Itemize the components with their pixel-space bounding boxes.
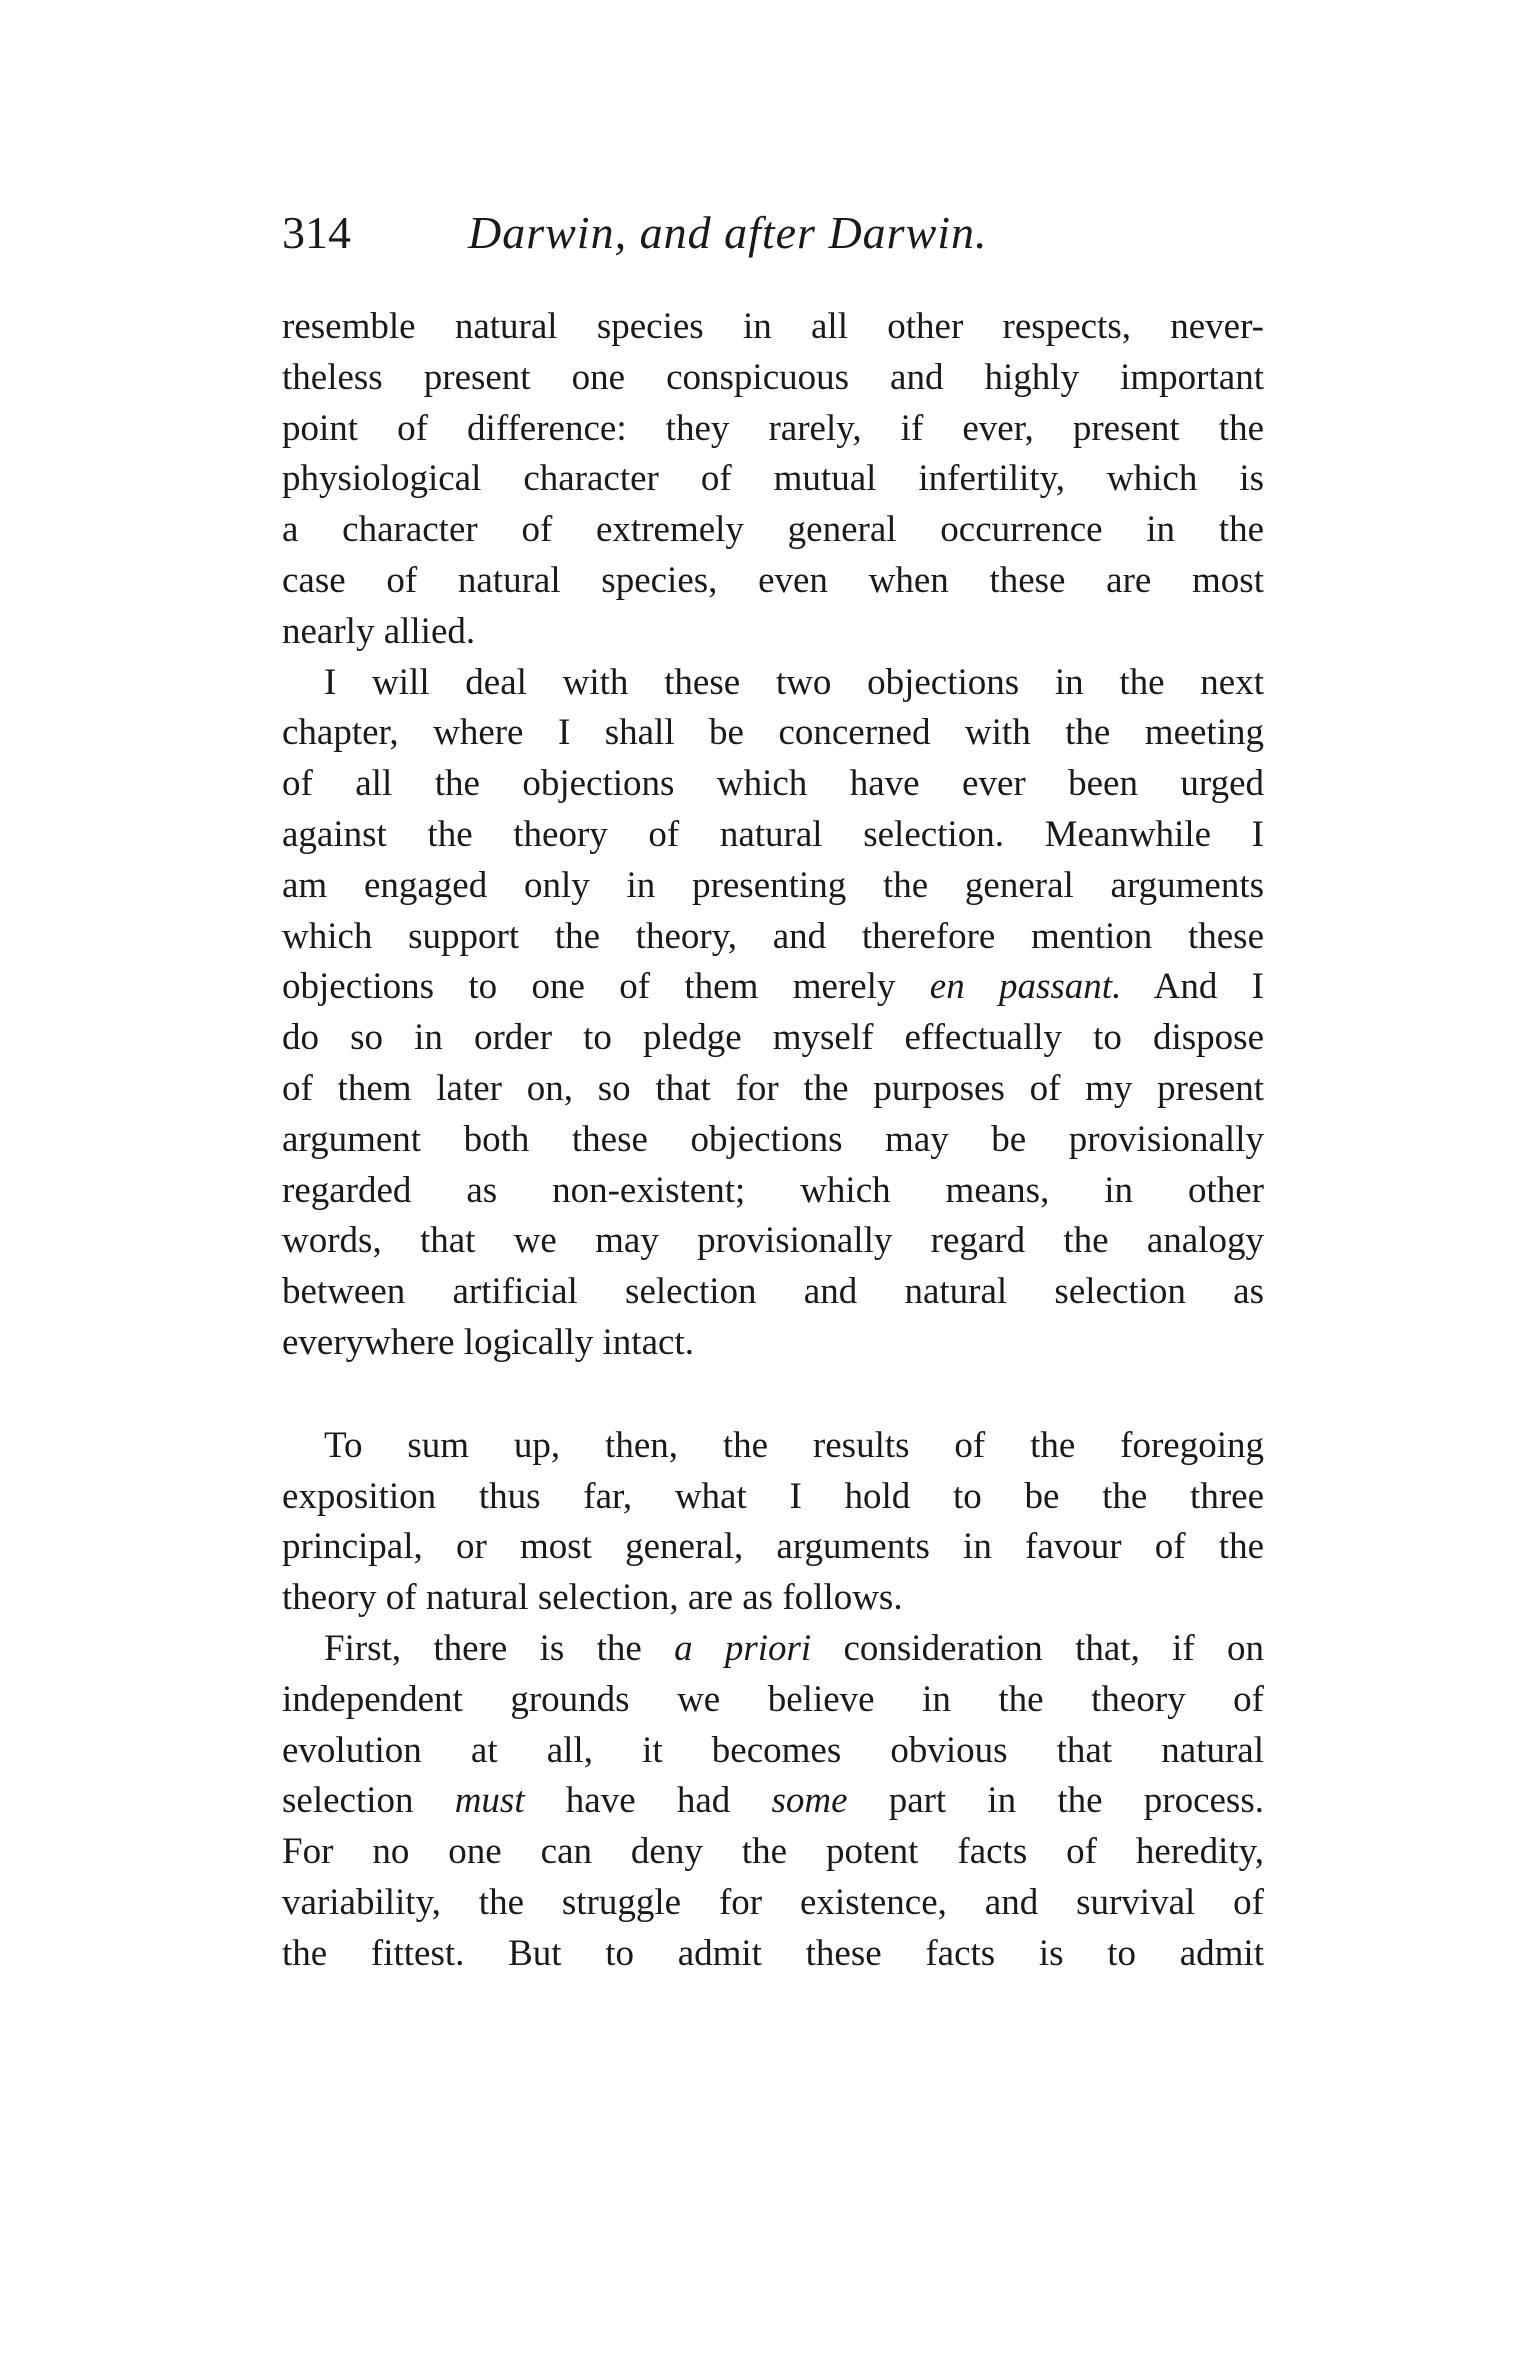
body-text — [282, 302, 1264, 1980]
paragraph — [282, 1624, 1264, 1980]
text-line: variability, the struggle for existence, and survival of — [282, 1881, 1264, 1923]
text-line: regarded as non-existent; which means, in other — [282, 1169, 1264, 1211]
text-line: nearly allied. — [282, 610, 476, 652]
text-line: theless present one conspicuous and highly important — [282, 356, 1264, 398]
text-line: words, that we may provisionally regard the analogy — [282, 1220, 1264, 1262]
text-line: principal, or most general, arguments in favour of the — [282, 1526, 1264, 1568]
paragraph — [282, 658, 1264, 1369]
paragraph — [282, 1421, 1264, 1624]
text-line: between artificial selection and natural selection as — [282, 1271, 1264, 1313]
text-line: I will deal with these two objections in the next — [324, 661, 1264, 703]
text-segment: have had — [524, 1780, 772, 1822]
text-line: theory of natural selection, are as follows. — [282, 1577, 903, 1619]
text-line: against the theory of natural selection. Meanwhile I — [282, 813, 1264, 855]
text-segment: objections to one of them merely — [282, 966, 930, 1008]
text-line: do so in order to pledge myself effectually to dispose — [282, 1017, 1264, 1059]
text-line: the fittest. But to admit these facts is to admit — [282, 1932, 1264, 1974]
italic-text: some — [771, 1780, 848, 1822]
text-segment: part in the process. — [847, 1780, 1264, 1822]
text-segment: consideration that, if on — [811, 1627, 1264, 1669]
text-line: a character of extremely general occurrence in the — [282, 509, 1264, 551]
text-line: of them later on, so that for the purposes of my present — [282, 1067, 1264, 1109]
text-line — [282, 1776, 1264, 1827]
text-line: To sum up, then, the results of the foregoing — [324, 1424, 1264, 1466]
text-line: argument both these objections may be provisionally — [282, 1118, 1264, 1160]
italic-text: en passant. — [929, 966, 1122, 1008]
running-title: Darwin, and after Darwin. — [468, 207, 988, 258]
text-line: physiological character of mutual infertility, which is — [282, 458, 1264, 500]
text-line: case of natural species, even when these are most — [282, 559, 1264, 601]
text-line — [282, 962, 1264, 1013]
text-segment: First, there is the — [324, 1627, 675, 1669]
text-line: point of difference: they rarely, if ever, present the — [282, 407, 1264, 449]
text-line: evolution at all, it becomes obvious that natural — [282, 1729, 1264, 1771]
text-line: everywhere logically intact. — [282, 1321, 694, 1363]
text-line: which support the theory, and therefore mention these — [282, 915, 1264, 957]
page-header — [282, 206, 1182, 266]
text-line: exposition thus far, what I hold to be the three — [282, 1475, 1264, 1517]
text-segment: And I — [1121, 966, 1264, 1008]
italic-text: must — [454, 1780, 525, 1822]
text-line: independent grounds we believe in the theory of — [282, 1678, 1264, 1720]
paragraph-gap — [282, 1369, 1264, 1421]
paragraph — [282, 302, 1264, 658]
italic-text: a priori — [674, 1627, 812, 1669]
text-line: of all the objections which have ever been urged — [282, 763, 1264, 805]
text-line — [282, 1624, 1264, 1675]
text-line: For no one can deny the potent facts of heredity, — [282, 1831, 1264, 1873]
page-number: 314 — [282, 207, 351, 258]
text-line: chapter, where I shall be concerned with the meeting — [282, 712, 1264, 754]
text-segment: selection — [282, 1780, 455, 1822]
text-line: resemble natural species in all other respects, never- — [282, 306, 1264, 347]
text-line: am engaged only in presenting the general arguments — [282, 864, 1264, 906]
